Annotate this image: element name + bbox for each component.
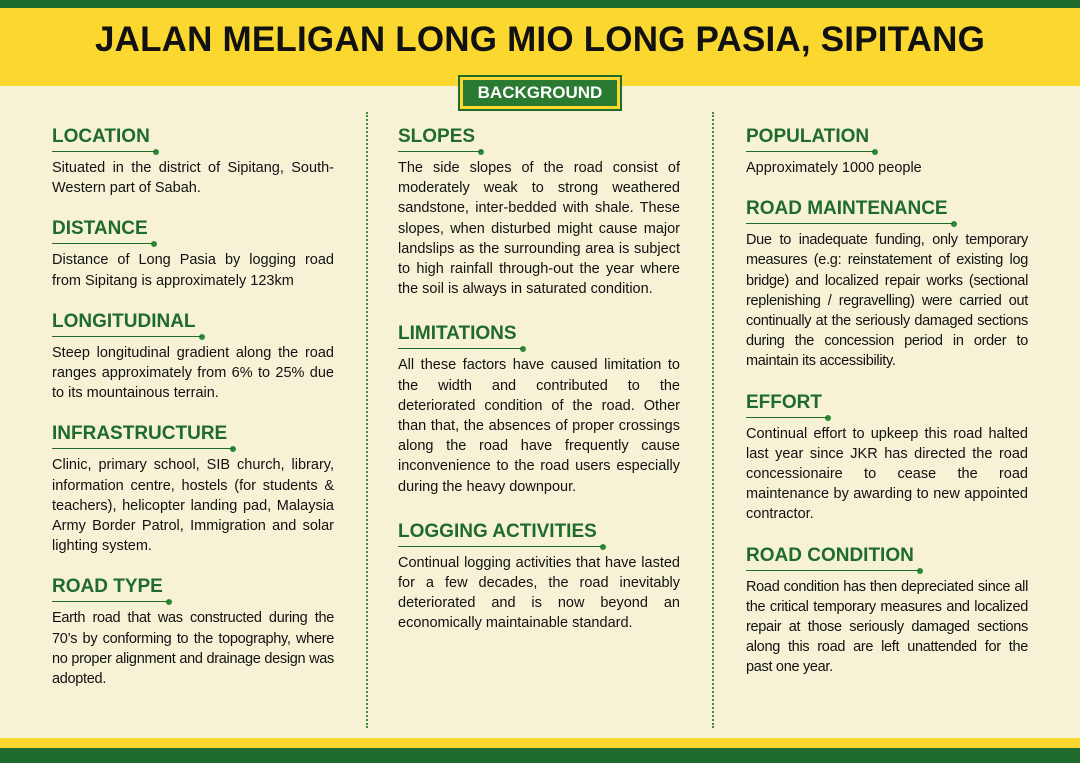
section-text: Situated in the district of Sipitang, South-Western part of Sabah. xyxy=(52,160,334,197)
section-text: The side slopes of the road consist of moderately weak to strong weathered sandstone, inter-bedded with shale. These slopes, when disturbed might cause major landslips as the surrounding area is subject to high rainfall through-out the year where the soil is always in saturated condition. xyxy=(398,160,680,298)
section-population xyxy=(746,126,1028,178)
section-text: Due to inadequate funding, only temporary measures (e.g: reinstatement of existing log bridge) and localized repair works (sectional replenishing / regravelling) were carried out continually at the seriously damaged sections during the concession period in order to maintain its accessibility. xyxy=(746,232,1028,370)
top-border xyxy=(0,0,1080,8)
column-divider xyxy=(712,112,714,728)
section-heading: SLOPES xyxy=(398,126,481,152)
section-location xyxy=(52,126,334,198)
background-badge-label: BACKGROUND xyxy=(463,80,617,106)
section-heading: EFFORT xyxy=(746,392,828,418)
section-heading: ROAD MAINTENANCE xyxy=(746,198,954,224)
section-limitations xyxy=(398,323,680,496)
section-text: All these factors have caused limitation to the width and contributed to the deteriorated condition of the road. Other than that, the absences of proper crossings along the road have frequently cause inconvenience to the road users especially during the heavy downpour. xyxy=(398,357,680,495)
section-effort xyxy=(746,392,1028,525)
section-text: Road condition has then depreciated since all the critical temporary measures and localized repair at those seriously damaged sections along this road are left unattended for the past one year. xyxy=(746,578,1028,676)
section-heading: LONGITUDINAL xyxy=(52,311,202,337)
section-text: Continual logging activities that have lasted for a few decades, the road inevitably deteriorated and is now beyond an economically maintainable standard. xyxy=(398,554,680,632)
section-longitudinal xyxy=(52,311,334,404)
section-text: Continual effort to upkeep this road halted last year since JKR has directed the road concessionaire to cease the road maintenance by awarding to new appointed contractor. xyxy=(746,425,1028,523)
section-distance xyxy=(52,218,334,290)
section-text: Steep longitudinal gradient along the road ranges approximately from 6% to 25% due to its mountainous terrain. xyxy=(52,344,334,402)
section-road-maintenance xyxy=(746,198,1028,371)
section-text: Clinic, primary school, SIB church, library, information centre, hostels (for students & teachers), helicopter landing pad, Malaysia Army Border Patrol, Immigration and solar lighting system. xyxy=(52,457,334,555)
column-divider xyxy=(366,112,368,728)
bottom-border-yellow xyxy=(0,738,1080,748)
bottom-border-green xyxy=(0,748,1080,763)
section-road-type xyxy=(52,576,334,689)
background-badge xyxy=(458,75,622,111)
column-right xyxy=(746,126,1028,678)
section-heading: INFRASTRUCTURE xyxy=(52,423,233,449)
section-heading: LOGGING ACTIVITIES xyxy=(398,521,603,547)
section-logging-activities xyxy=(398,521,680,634)
section-text: Approximately 1000 people xyxy=(746,160,922,176)
section-heading: LIMITATIONS xyxy=(398,323,523,349)
section-text: Earth road that was constructed during the 70’s by conforming to the topography, where no proper alignment and drainage design was adopted. xyxy=(52,610,334,688)
section-heading: POPULATION xyxy=(746,126,875,152)
section-heading: LOCATION xyxy=(52,126,156,152)
section-slopes xyxy=(398,126,680,299)
section-heading: DISTANCE xyxy=(52,218,154,244)
column-left xyxy=(52,126,334,689)
section-text: Distance of Long Pasia by logging road from Sipitang is approximately 123km xyxy=(52,252,334,289)
column-middle xyxy=(398,126,680,634)
section-road-condition xyxy=(746,545,1028,678)
section-infrastructure xyxy=(52,423,334,556)
page-title: JALAN MELIGAN LONG MIO LONG PASIA, SIPITANG xyxy=(94,20,986,59)
section-heading: ROAD CONDITION xyxy=(746,545,920,571)
section-heading: ROAD TYPE xyxy=(52,576,169,602)
